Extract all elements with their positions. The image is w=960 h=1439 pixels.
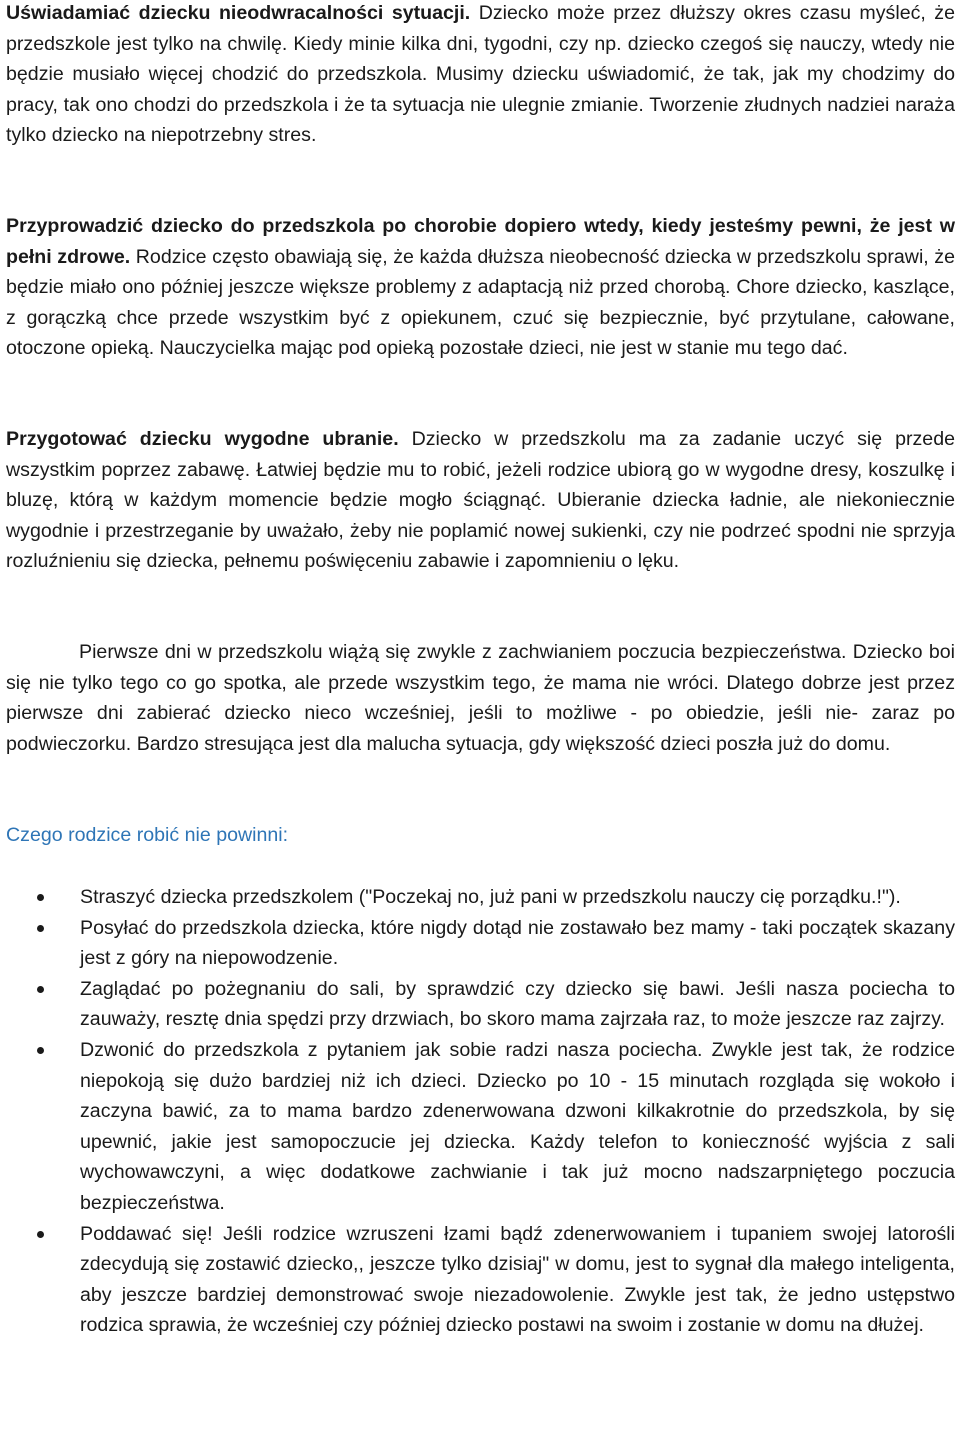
- paragraph-comfortable-clothes: [6, 424, 955, 577]
- paragraph-body: Dziecko w przedszkolu ma za zadanie uczyć się przede wszystkim poprzez zabawę. Łatwiej będzie mu to robić, jeżeli rodzice ubiorą go w wygodne dresy, koszulkę i bluzę, którą w każdym momencie będzie mogło ściągnąć. Ubieranie dziecka ładnie, ale niekoniecznie wygodnie i przestrzeganie by uważało, żeby nie poplamić nowej sukienki, czy nie podrzeć spodni nie sprzyja rozluźnieniu się dziecka, pełnemu poświęceniu zabawie i zapomnieniu o lęku.: [6, 428, 955, 573]
- paragraph-body: Dziecko może przez dłuższy okres czasu myśleć, że przedszkole jest tylko na chwilę. Kiedy minie kilka dni, tygodni, czy np. dziecko czegoś się nauczy, wtedy nie będzie musiało więcej chodzić do przedszkola. Musimy dziecku uświadomić, że tak, jak my chodzimy do pracy, tak ono chodzi do przedszkola i że ta sytuacja nie ulegnie zmianie. Tworzenie złudnych nadziei naraża tylko dziecko na niepotrzebny stres.: [6, 2, 955, 147]
- list-item-text: Zaglądać po pożegnaniu do sali, by sprawdzić czy dziecko się bawi. Jeśli nasza pociecha to zauważy, resztę dnia spędzi przy drzwiach, bo skoro mama zajrzała raz, to może jeszcze raz zajrzy.: [80, 977, 955, 1031]
- bullet-icon: [37, 925, 44, 932]
- list-item: [6, 974, 955, 1035]
- list-item-text: Poddawać się! Jeśli rodzice wzruszeni łzami bądź zdenerwowaniem i tupaniem swojej latorośli zdecydują się zostawić dziecko,, jeszcze tylko dzisiaj" w domu, jest to sygnał dla małego inteligenta, aby jeszcze bardziej demonstrować swoje niezadowolenie. Zwykle jest tak, że jedno ustępstwo rodzica sprawia, że wcześniej czy później dziecko postawi na swoim i zostanie w domu na dłużej.: [80, 1222, 955, 1337]
- paragraph-heading: Przygotować dziecku wygodne ubranie.: [6, 428, 399, 450]
- list-item: [6, 1219, 955, 1341]
- section-heading: Czego rodzice robić nie powinni:: [6, 824, 289, 846]
- bullet-icon: [37, 986, 44, 993]
- bullet-icon: [37, 1047, 44, 1054]
- paragraph-irreversibility: [6, 0, 955, 151]
- donts-list: [6, 882, 955, 1341]
- bullet-icon: [37, 894, 44, 901]
- list-item: [6, 882, 955, 913]
- list-item: [6, 1035, 955, 1219]
- list-item: [6, 913, 955, 974]
- bullet-icon: [37, 1231, 44, 1238]
- list-item-text: Straszyć dziecka przedszkolem ("Poczekaj no, już pani w przedszkolu nauczy cię porządku.!").: [80, 886, 901, 908]
- paragraph-first-days: Pierwsze dni w przedszkolu wiążą się zwykle z zachwianiem poczucia bezpieczeństwa. Dziecko boi się nie tylko tego co go spotka, ale przede wszystkim tego, że mama nie wróci. Dlatego dobrze jest przez pierwsze dni zabierać dziecko nieco wcześniej, jeśli to możliwe - po obiedzie, jeśli nie- zaraz po podwieczorku. Bardzo stresująca jest dla malucha sytuacja, gdy większość dzieci poszła już do domu.: [6, 641, 955, 755]
- paragraph-heading: Przyprowadzić dziecko do przedszkola po chorobie dopiero wtedy, kiedy jesteśmy pewni, że jest w pełni zdrowe.: [6, 215, 955, 268]
- list-item-text: Dzwonić do przedszkola z pytaniem jak sobie radzi nasza pociecha. Zwykle jest tak, że rodzice niepokoją się dużo bardziej niż ich dzieci. Dziecko po 10 - 15 minutach rozgląda się wokoło i zaczyna bawić, za to mama bardzo zdenerwowana dzwoni kilkakrotnie do przedszkola, by się upewnić, jakie jest samopoczucie jej dziecka. Każdy telefon to konieczność wyjścia z sali wychowawczyni, a więc dodatkowe zachwianie i tak już mocno nadszarpniętego poczucia bezpieczeństwa.: [80, 1038, 955, 1214]
- paragraph-after-illness: [6, 211, 955, 364]
- list-item-text: Posyłać do przedszkola dziecka, które nigdy dotąd nie zostawało bez mamy - taki początek skazany jest z góry na niepowodzenie.: [80, 916, 955, 970]
- paragraph-heading: Uświadamiać dziecku nieodwracalności sytuacji.: [6, 2, 471, 24]
- paragraph-body: Rodzice często obawiają się, że każda dłuższa nieobecność dziecka w przedszkolu sprawi, że będzie miało ono później jeszcze większe problemy z adaptacją niż przed chorobą. Chore dziecko, kaszlące, z gorączką chce przede wszystkim być z opiekunem, czuć się bezpiecznie, być przytulane, całowane, otoczone opieką. Nauczycielka mając pod opieką pozostałe dzieci, nie jest w stanie mu tego dać.: [6, 245, 955, 360]
